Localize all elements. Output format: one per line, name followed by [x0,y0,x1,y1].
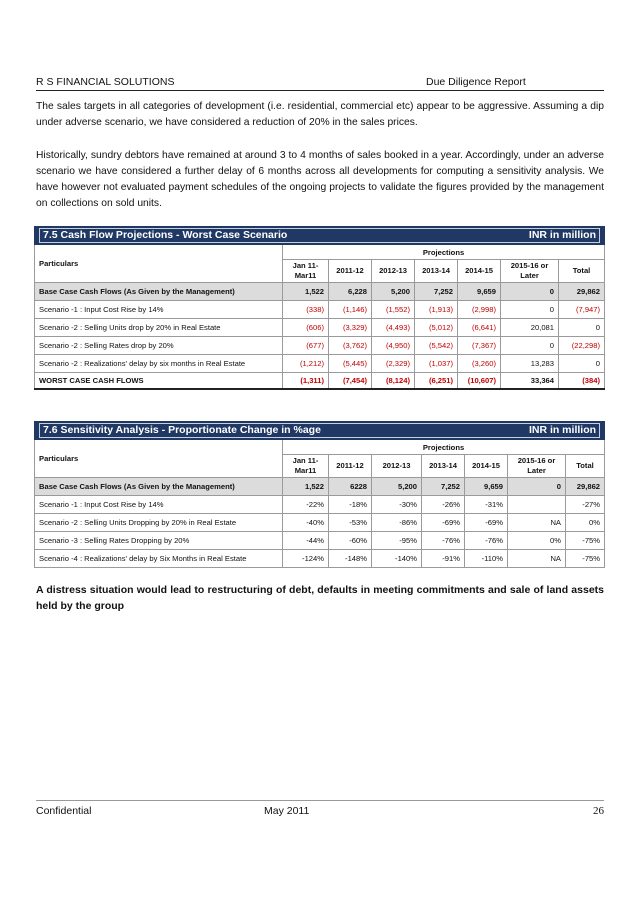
cell: (3,329) [329,319,372,337]
cell: -44% [283,532,329,550]
table-row [35,514,605,532]
cell: -76% [465,532,508,550]
column-header: Jan 11-Mar11 [283,260,329,283]
cell: NA [508,550,566,568]
cell: (6,641) [458,319,501,337]
cell: -18% [329,496,372,514]
table-row-base [35,283,605,301]
column-header: 2013-14 [415,260,458,283]
cell: (4,493) [372,319,415,337]
cell: 9,659 [465,478,508,496]
footer-confidential: Confidential [36,805,92,817]
cell: (1,146) [329,301,372,319]
cell: 1,522 [283,283,329,301]
cell: 9,659 [458,283,501,301]
cell: (1,552) [372,301,415,319]
cell: (7,454) [329,373,372,390]
particulars-header: Particulars [35,440,283,478]
cell: 29,862 [559,283,605,301]
page-footer [36,800,604,821]
cell: -69% [422,514,465,532]
column-header: Total [566,455,605,478]
cell: 0 [559,355,605,373]
cell: (606) [283,319,329,337]
cell: (7,367) [458,337,501,355]
column-header: 2014-15 [465,455,508,478]
cell: (2,329) [372,355,415,373]
cell: -148% [329,550,372,568]
table-row [35,319,605,337]
cell: -110% [465,550,508,568]
cell: -75% [566,532,605,550]
column-header: 2012-13 [372,455,422,478]
cell: -140% [372,550,422,568]
column-header: 2011-12 [329,260,372,283]
table-unit: INR in million [528,424,597,436]
cell: 0 [501,301,559,319]
cell [508,496,566,514]
cell: (4,950) [372,337,415,355]
cell: (5,445) [329,355,372,373]
column-header: 2015-16 or Later [508,455,566,478]
cell: -26% [422,496,465,514]
cell: 6228 [329,478,372,496]
row-label: Scenario -1 : Input Cost Rise by 14% [35,496,283,514]
column-header: 2014-15 [458,260,501,283]
cell: -53% [329,514,372,532]
projections-header: Projections [283,245,605,260]
cell: (6,251) [415,373,458,390]
cell: 0 [501,283,559,301]
cell: (677) [283,337,329,355]
cell: -69% [465,514,508,532]
column-header: 2011-12 [329,455,372,478]
cell: -30% [372,496,422,514]
table-row [35,355,605,373]
cell: -95% [372,532,422,550]
cell: -27% [566,496,605,514]
cell: (7,947) [559,301,605,319]
cash-flow-table [34,226,605,390]
cell: -22% [283,496,329,514]
cell: (1,913) [415,301,458,319]
column-header: 2012-13 [372,260,415,283]
cell: (1,037) [415,355,458,373]
table-row [35,301,605,319]
projections-header: Projections [283,440,605,455]
cell: -31% [465,496,508,514]
table-row [35,532,605,550]
cell: -124% [283,550,329,568]
sensitivity-table [34,421,605,568]
cell: 1,522 [283,478,329,496]
table-row-base [35,478,605,496]
paragraph-sales-targets: The sales targets in all categories of development (i.e. residential, commercial etc) appear to be aggressive. Assuming a dip under adverse scenario, we have considered a reduction of 20% in the sales prices. [36,101,604,128]
cell: (1,311) [283,373,329,390]
column-header: Total [559,260,605,283]
cell: (22,298) [559,337,605,355]
table-title-bar [35,227,605,245]
row-label: Scenario -2 : Realizations' delay by six months in Real Estate [35,355,283,373]
table-row [35,496,605,514]
table-title: 7.6 Sensitivity Analysis - Proportionate Change in %age [43,424,321,436]
cell: 6,228 [329,283,372,301]
cell: 7,252 [422,478,465,496]
table-title: 7.5 Cash Flow Projections - Worst Case Scenario [43,229,288,241]
column-header: Jan 11-Mar11 [283,455,329,478]
cell: -60% [329,532,372,550]
table-title-bar [35,422,605,440]
cell: (2,998) [458,301,501,319]
conclusion-text: A distress situation would lead to restructuring of debt, defaults in meeting commitments and sale of land assets held by the group [36,584,604,612]
cell: NA [508,514,566,532]
cell: 7,252 [415,283,458,301]
cell: 29,862 [566,478,605,496]
table-unit: INR in million [528,229,597,241]
cell: (3,762) [329,337,372,355]
cell: -76% [422,532,465,550]
cell: (5,542) [415,337,458,355]
table-row [35,337,605,355]
cell: 0% [566,514,605,532]
table-row-total [35,373,605,390]
row-label: Scenario -4 : Realizations' delay by Six Months in Real Estate [35,550,283,568]
cell: 5,200 [372,478,422,496]
cell: 0 [559,319,605,337]
cell: -40% [283,514,329,532]
cell: 0 [508,478,566,496]
row-label: Base Case Cash Flows (As Given by the Management) [35,478,283,496]
cell: 20,081 [501,319,559,337]
report-title: Due Diligence Report [426,76,526,88]
row-label: WORST CASE CASH FLOWS [35,373,283,390]
cell: (338) [283,301,329,319]
cell: -91% [422,550,465,568]
row-label: Scenario -2 : Selling Units Dropping by 20% in Real Estate [35,514,283,532]
cell: 0% [508,532,566,550]
cell: 13,283 [501,355,559,373]
company-name: R S FINANCIAL SOLUTIONS [36,76,175,88]
cell: (8,124) [372,373,415,390]
cell: (3,260) [458,355,501,373]
cell: (384) [559,373,605,390]
cell: (1,212) [283,355,329,373]
row-label: Scenario -2 : Selling Units drop by 20% in Real Estate [35,319,283,337]
cell: 0 [501,337,559,355]
particulars-header: Particulars [35,245,283,283]
row-label: Scenario -3 : Selling Rates Dropping by 20% [35,532,283,550]
column-header: 2015-16 or Later [501,260,559,283]
row-label: Scenario -2 : Selling Rates drop by 20% [35,337,283,355]
paragraph-debtors: Historically, sundry debtors have remained at around 3 to 4 months of sales booked in a year. Accordingly, under an adverse scenario we have considered a further delay of 6 months across all developments for computing a sensitivity analysis. We have however not evaluated payment schedules of the ongoing projects to validate the figures provided by the management on collections on sold units. [36,150,604,209]
row-label: Base Case Cash Flows (As Given by the Management) [35,283,283,301]
cell: 33,364 [501,373,559,390]
cell: -75% [566,550,605,568]
cell: (5,012) [415,319,458,337]
table-row [35,550,605,568]
cell: 5,200 [372,283,415,301]
page-number: 26 [593,805,604,817]
row-label: Scenario -1 : Input Cost Rise by 14% [35,301,283,319]
page-header [36,76,604,91]
footer-date: May 2011 [264,805,310,817]
cell: (10,607) [458,373,501,390]
cell: -86% [372,514,422,532]
column-header: 2013-14 [422,455,465,478]
